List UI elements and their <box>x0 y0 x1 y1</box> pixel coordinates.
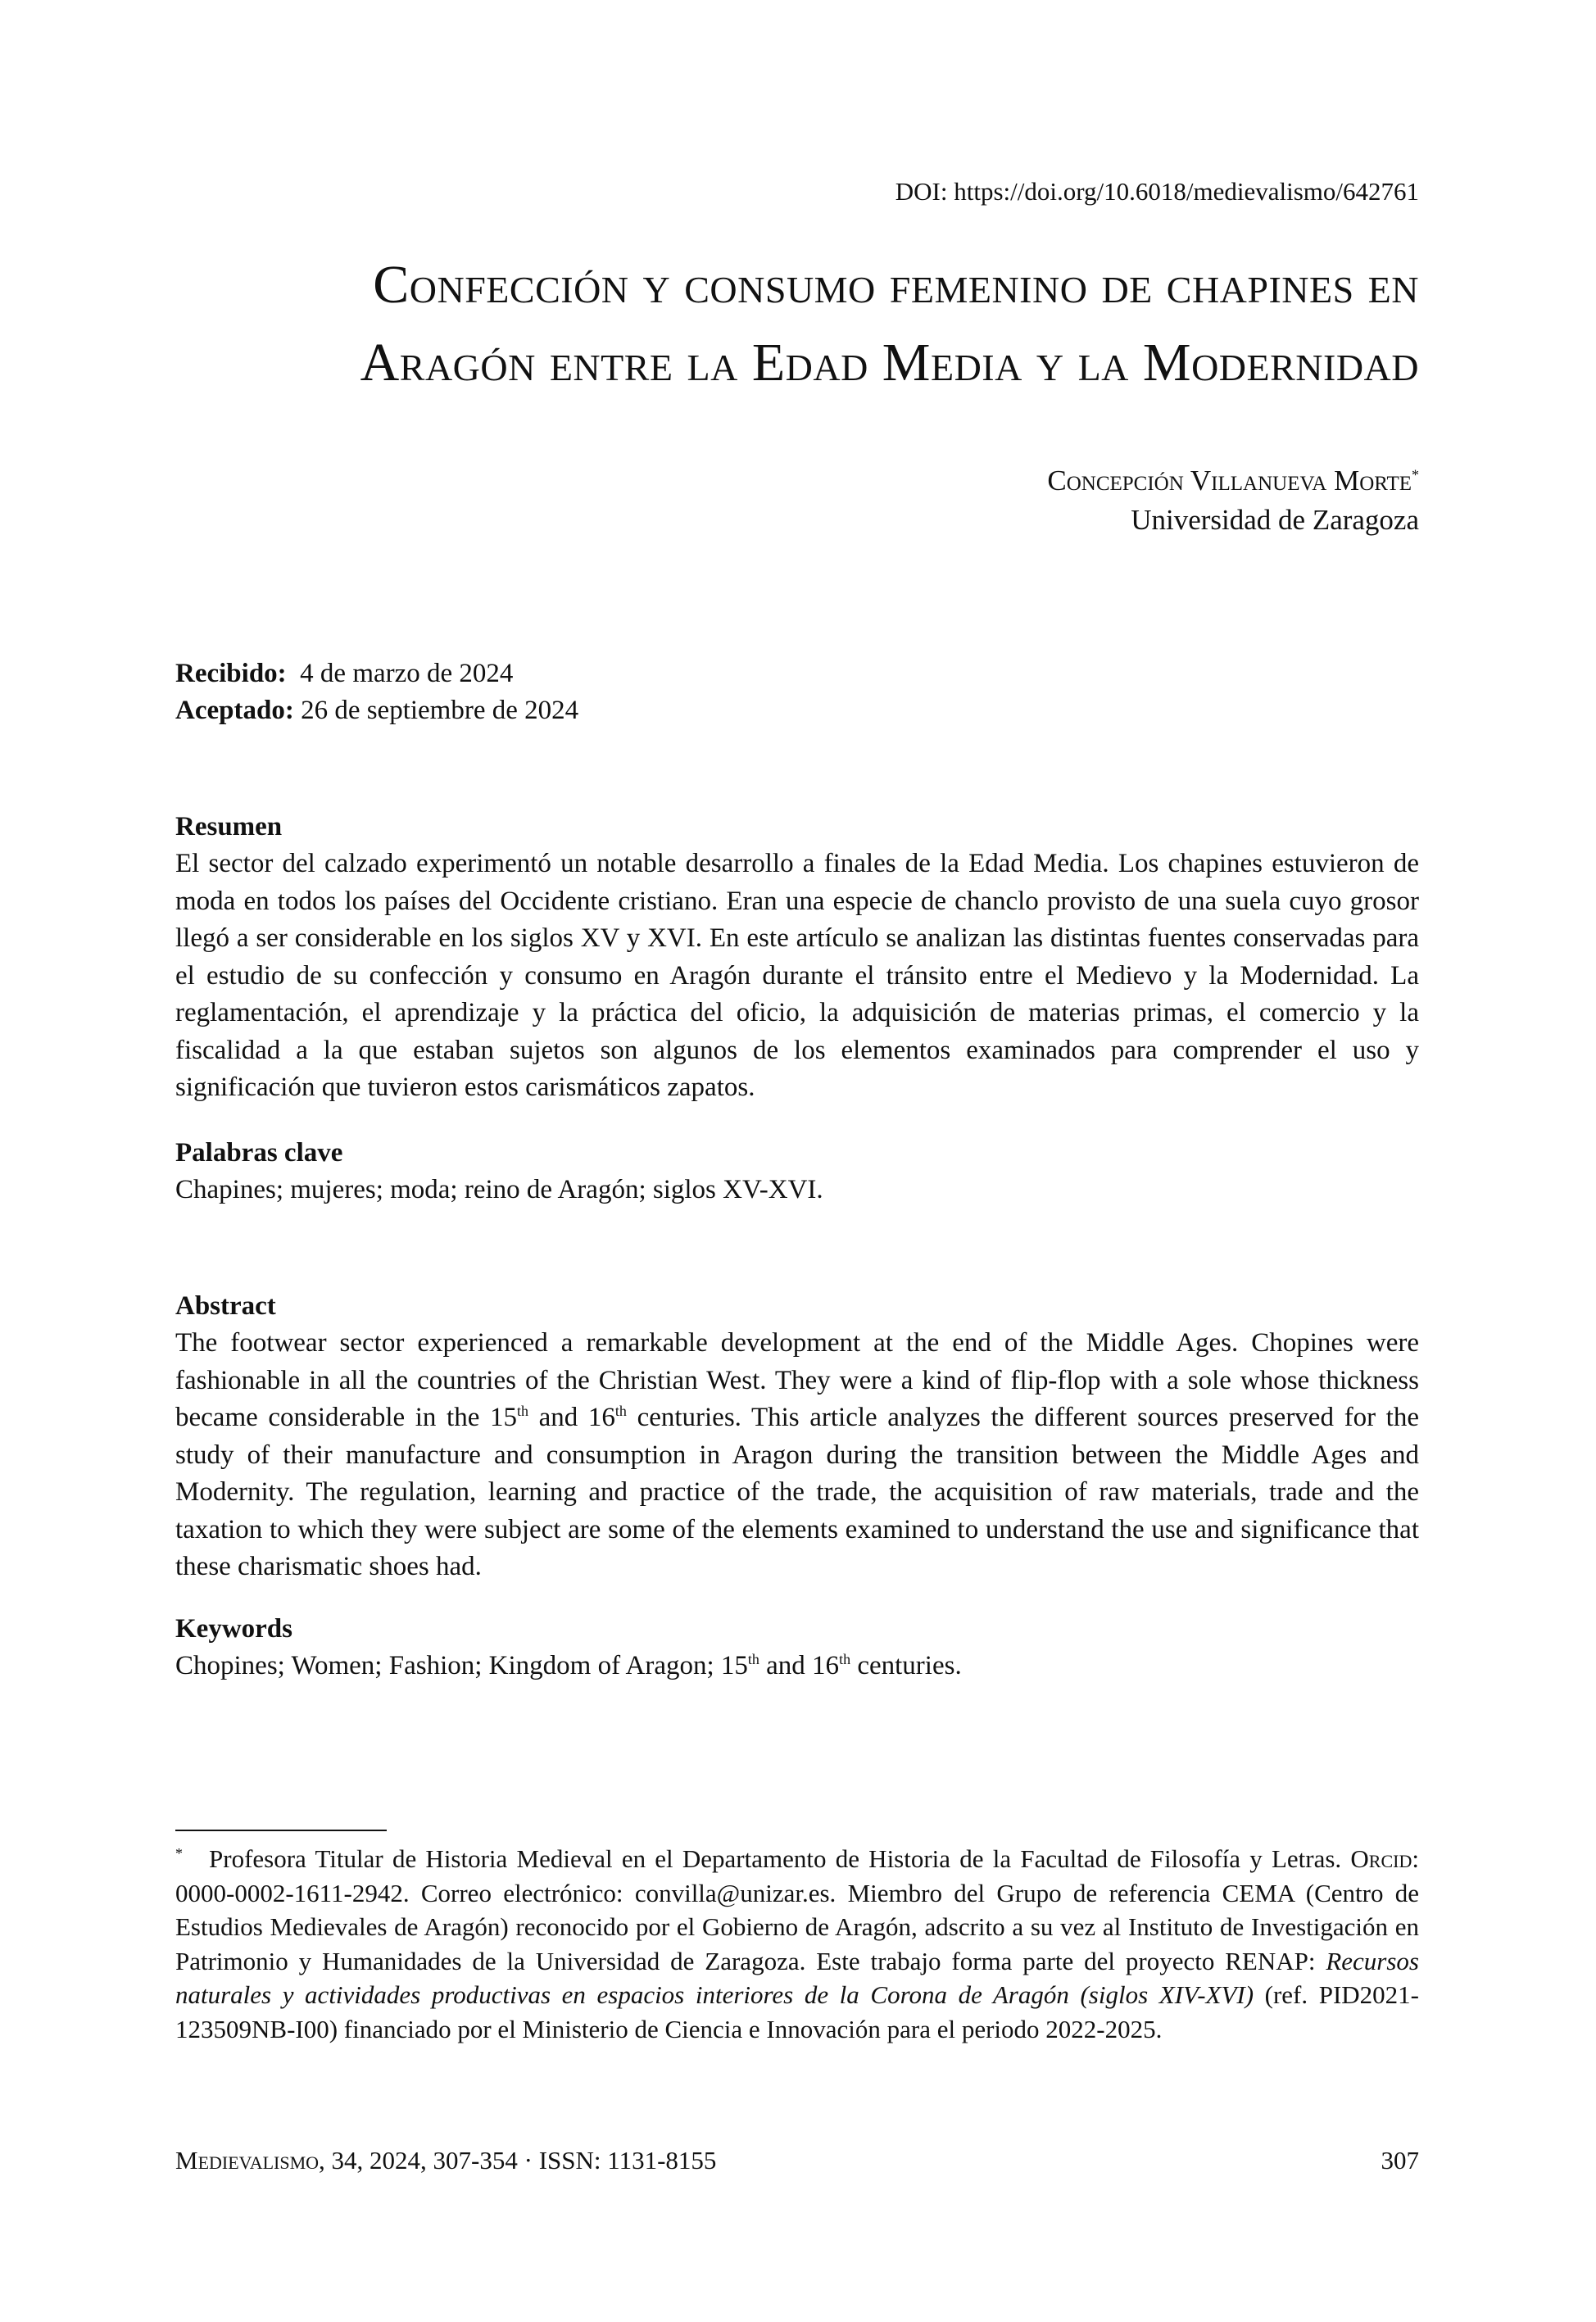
orcid-label: Orcid <box>1350 1844 1412 1873</box>
accepted-date-row <box>175 692 578 729</box>
author-affiliation: Universidad de Zaragoza <box>1131 504 1419 536</box>
author-footnote <box>175 1842 1419 2046</box>
abstract-section <box>175 1288 1419 1586</box>
keywords-text-part: Chopines; Women; Fashion; Kingdom of Aragon; 15 <box>175 1651 748 1680</box>
ordinal-suffix: th <box>517 1403 529 1419</box>
ordinal-suffix: th <box>614 1403 627 1419</box>
resumen-section <box>175 809 1419 1107</box>
article-title-line-1: Confección y consumo femenino de chapines en <box>373 255 1419 315</box>
ordinal-suffix: th <box>839 1651 851 1667</box>
resumen-heading: Resumen <box>175 812 283 841</box>
doi-link[interactable]: DOI: https://doi.org/10.6018/medievalismo/642761 <box>895 177 1419 206</box>
palabras-clave-text: Chapines; mujeres; moda; reino de Aragón; siglos XV-XVI. <box>175 1175 823 1204</box>
page-number: 307 <box>1381 2146 1419 2175</box>
accepted-label: Aceptado: <box>175 696 294 725</box>
article-title <box>175 246 1419 401</box>
footnote-text-part: Profesora Titular de Historia Medieval en el Departamento de Historia de la Facultad de Filosofía y Letras. <box>209 1844 1351 1873</box>
abstract-text <box>175 1325 1419 1586</box>
palabras-clave-section <box>175 1135 1419 1209</box>
footnote-divider <box>175 1830 387 1831</box>
keywords-heading: Keywords <box>175 1614 292 1644</box>
abstract-text-part: The footwear sector experienced a remarkable development at the end of the Middle Ages. Chopines were fashionable in all the countries of the Christian West. They were a kind of flip-flop with a sole whose thickness became considerable in the 15 <box>175 1328 1419 1432</box>
accepted-date: 26 de septiembre de 2024 <box>301 696 579 725</box>
abstract-text-part: centuries. This article analyzes the different sources preserved for the study of their manufacture and consumption in Aragon during the transition between the Middle Ages and Modernity. The regulation, learning and practice of the trade, the acquisition of raw materials, trade and the taxation to which they were subject are some of the elements examined to understand the use and significance that these charismatic shoes had. <box>175 1403 1419 1581</box>
page-footer <box>175 2144 1419 2177</box>
citation-details: , 34, 2024, 307-354 · ISSN: 1131-8155 <box>319 2146 717 2175</box>
footnote-text-part: : 0000-0002-1611-2942. Correo electrónico: convilla@unizar.es. Miembro del Grupo de referencia CEMA (Centro de Estudios Medievales de Aragón) reconocido por el Gobierno de Aragón, adscrito a su vez al Instituto de Investigación en Patrimonio y Humanidades de la Universidad de Zaragoza. Este trabajo forma parte del proyecto RENAP: <box>175 1844 1419 1975</box>
article-title-line-2: Aragón entre la Edad Media y la Modernidad <box>360 333 1419 392</box>
author-footnote-mark[interactable]: * <box>1412 466 1419 483</box>
footnote-mark: * <box>175 1844 183 1862</box>
ordinal-suffix: th <box>747 1651 759 1667</box>
journal-name: Medievalismo <box>175 2146 320 2175</box>
keywords-section <box>175 1611 1419 1685</box>
keywords-text-part: and 16 <box>759 1651 840 1680</box>
received-date: 4 de marzo de 2024 <box>300 659 514 688</box>
abstract-heading: Abstract <box>175 1291 276 1321</box>
resumen-text: El sector del calzado experimentó un notable desarrollo a finales de la Edad Media. Los chapines estuvieron de moda en todos los países del Occidente cristiano. Eran una especie de chanclo provisto de una suela cuyo grosor llegó a ser considerable en los siglos XV y XVI. En este artículo se analizan las distintas fuentes conservadas para el estudio de su confección y consumo en Aragón durante el tránsito entre el Medievo y la Modernidad. La reglamentación, el aprendizaje y la práctica del oficio, la adquisición de materias primas, el comercio y la fiscalidad a la que estaban sujetos son algunos de los elementos examinados para comprender el uso y significación que tuvieron estos carismáticos zapatos. <box>175 849 1419 1102</box>
author-block <box>1047 461 1419 540</box>
author-name-text: Concepción Villanueva Morte <box>1047 465 1412 497</box>
submission-dates <box>175 655 578 729</box>
abstract-text-part: and 16 <box>528 1403 615 1432</box>
keywords-text <box>175 1648 1419 1685</box>
received-label: Recibido: <box>175 659 287 688</box>
footnote-text-part: (ref. PID2021-123509NB-I00) financiado por el Ministerio de Ciencia e Innovación para el periodo 2022-2025. <box>175 1980 1419 2043</box>
article-page <box>175 0 1419 2322</box>
palabras-clave-heading: Palabras clave <box>175 1138 343 1168</box>
received-date-row <box>175 655 578 692</box>
project-title: Recursos naturales y actividades productivas en espacios interiores de la Corona de Aragón (siglos XIV-XVI) <box>175 1946 1419 2009</box>
author-name <box>1047 461 1419 501</box>
journal-citation <box>175 2144 716 2177</box>
keywords-text-part: centuries. <box>850 1651 962 1680</box>
